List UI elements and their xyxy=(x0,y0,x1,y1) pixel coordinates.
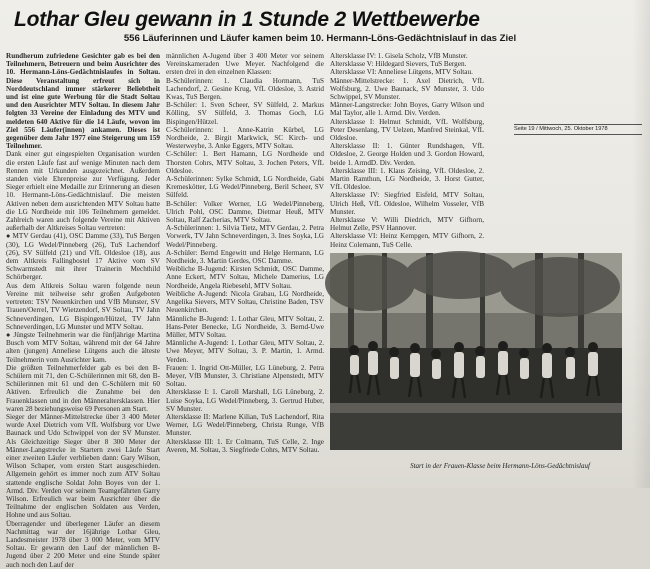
photo-illustration xyxy=(330,253,622,450)
results-entry: C-Schülerinnen: 1. Anne-Katrin Kürbel, LG Nordheide, 2. Birgit Markwick, SC Kirch- und Westerweyhe, 3. Anke Eggers, MTV Soltau. xyxy=(166,125,324,151)
race-start-photo xyxy=(330,253,622,450)
results-entry: Altersklasse IV: Siegfried Eisfeld, MTV Soltau, Ulrich Heß, VfL Oldesloe, Wilhelm Vosseler, VfB Munster. xyxy=(330,191,484,216)
results-entry: Männer-Mittelstrecke: 1. Axel Dietrich, VfL Wolfsburg, 2. Uwe Baunack, SV Munster, 3. Udo Schwippel, SV Munster. xyxy=(330,76,484,102)
article-subheadline: 556 Läuferinnen und Läufer kamen beim 10. Hermann-Löns-Gedächtnislauf in das Ziel xyxy=(123,33,517,44)
results-entry: B-Schüler: 1. Sven Scheer, SV Sülfeld, 2. Markus Kölling, SV Sülfeld, 3. Thomas Goch, LG Bispingen/Hützel. xyxy=(166,101,324,126)
page-dateline: Seite 19 / Mittwoch, 25. Oktober 1978 xyxy=(514,124,642,135)
results-entry: Altersklasse V: Willi Diedrich, MTV Gifhorn, Helmut Zelle, PSV Hannover. xyxy=(330,216,484,233)
paragraph: ● MTV Gerdau (41), OSC Damme (33), TuS Bergen (30), LG Wedel/Pinneberg (26), TuS Lachendorf (26), SV Sülfeld (21) und VfL Oldesloe (18), aus dem Altkreis Fallingbostel 17 Aktive vom SV Schwarmstedt mit ihrer Trainerin Mechthild Schörberger. xyxy=(6,232,160,282)
results-entry: Weibliche B-Jugend: Kirsten Schmidt, OSC Damme, Anne Eckert, MTV Soltau, Michele Damerius, LG Nordheide, Angela Riebesehl, MTV Soltau. xyxy=(166,265,324,290)
article-column-1 xyxy=(6,52,160,569)
results-entry: Altersklasse IV: 1. Gisela Scholz, VfB Munster. xyxy=(330,52,468,60)
results-entry: Altersklasse V: Hildegard Sievers, TuS Bergen. xyxy=(330,60,467,69)
results-entry: Altersklasse II: Marlene Kilian, TuS Lachendorf, Rita Werner, LG Wedel/Pinneberg, Christa Runge, VfB Munster. xyxy=(166,412,324,438)
page-edge-shadow xyxy=(632,0,650,488)
results-entry: A-Schüler: Bernd Engewitt und Helge Hermann, LG Nordheide, 3. Martin Gerdes, OSC Damme. xyxy=(166,248,324,266)
results-entry: C-Schüler: 1. Bert Hamann, LG Nordheide und Thorsten Cohrs, MTV Soltau, 3. Jochen Peters, VfL Oldesloe. xyxy=(166,150,324,175)
results-entry: Altersklasse III: 1. Er Colmann, TuS Celle, 2. Inge Averen, M. Soltau, 3. Siegfriede Cohrs, MTV Soltau. xyxy=(166,437,324,454)
article-headline: Lothar Gleu gewann in 1 Stunde 2 Wettbewerbe xyxy=(14,8,480,31)
paragraph: männlichen A-Jugend über 3 400 Meter vor seinem Vereinskameraden Uwe Meyer. Nachfolgend die ersten drei in den einzelnen Klassen: xyxy=(166,52,324,77)
paragraph: Dank einer gut eingespielten Organisation wurden die ersten Läufe fast auf wenige Minuten nach dem Rennen mit Urkunden ausgezeichnet. Außerdem standen viele Ehrenpreise zur Verfügung. Jeder Sieger erhielt eine Medaille zur Erinnerung an diesen 10. Hermann-Löns-Gedächtnislauf. Die meisten Aktiven neben dem ausrichtenden MTV Soltau hatte die LG Nordheide mit 106 Teilnehmern gemeldet. Zahlreich waren auch folgende Vereine mit Aktiven außerhalb der Altkreises Soltau vertreten: xyxy=(6,150,160,233)
results-entry: Altersklasse II: 1. Günter Rundshagen, VfL Oldesloe, 2. George Holden und 3. Gordon Howard, beide 1. ArmdD. Div. Verden. xyxy=(330,142,484,167)
results-entry: Altersklasse III: 1. Klaus Zeising, VfL Oldesloe, 2. Martin Ramthun, LG Nordheide, 3. Horst Gutter, VfL Oldesloe. xyxy=(330,166,484,192)
results-entry: Männliche A-Jugend: 1. Lothar Gleu, MTV Soltau, 2. Uwe Meyer, MTV Soltau, 3. P. Martin, 1. Armd. Verden. xyxy=(166,339,324,364)
results-entry: B-Schülerinnen: 1. Claudia Hormann, TuS Lachendorf, 2. Gesine Krug, VfL Oldesloe, 3. Astrid Kwas, TuS Bergen. xyxy=(166,76,324,102)
results-entry: Altersklasse VI: Heinz Kempgen, MTV Gifhorn, 2. Heinz Colemann, TuS Celle. xyxy=(330,232,484,249)
results-entry: Männer-Langstrecke: John Boyes, Garry Wilson und Mal Taylor, alle 1. Armd. Div. Verden. xyxy=(330,101,484,118)
paragraph: Die größten Teilnehmerfelder gab es bei den B-Schülern mit 71, den C-Schülerinnen mit 68, den B-Schülerinnen mit 61 und den C-Schülern mit 60 Aktiven. Erfreulich die Zunahme bei den Frauenklassen und in den Männeraltersklassen. Hier waren 28 beziehungsweise 69 Personen am Start. xyxy=(6,363,160,413)
results-entry: Weibliche A-Jugend: Nicola Grabau, LG Nordheide, Angelika Sievers, MTV Soltau, Christine Baden, TSV Neuenkirchen. xyxy=(166,289,324,315)
results-entry: A-Schülerinnen: 1. Silvia Tietz, MTV Gerdau, 2. Petra Vorwerk, TV Jahn Schneverdingen, 3. Ines Soyka, LG Wedel/Pinneberg. xyxy=(166,224,324,249)
photo-caption: Start in der Frauen-Klasse beim Hermann-Löns-Gedächtnislauf xyxy=(410,462,590,470)
results-entry: Männliche B-Jugend: 1. Lothar Gleu, MTV Soltau, 2. Hans-Peter Benecke, LG Nordheide, 3. Bernd-Uwe Müller, MTV Soltau. xyxy=(166,314,324,339)
results-entry: A-Schülerinnen: Sylke Schmidt, LG Nordheide, Gabi Kremeskötter, LG Wedel/Pinneberg, Beril Scheer, SV Sülfeld. xyxy=(166,175,324,200)
paragraph: Sieger der Männer-Mittelstrecke über 3 400 Meter wurde Axel Dietrich vom VfL Wolfsburg vor Uwe Baunack und Udo Schwippel von der SV Munster. Als Gleichzeitige Sieger über 8 300 Meter der Männer-Langstrecke in Startern zwei Läufe Start einer zweiten Läufer verblieben dann: Gary Wilson, Wilson Schaper, vom ersten Start ausgeschieden. Allgemein gehört es immer noch zum ATV Soltau stattende englische Soldat John Boyes von der 1. Armd. Div. Verden vor seinem Teamgefährten Garry Wilson. Erfreulich war beim Ausrichter über die Teilnahme der englischen Soldaten aus Verden, Hohne und aus Soltau. xyxy=(6,412,160,520)
paragraph: Rundherum zufriedene Gesichter gab es bei den Teilnehmern, Betreuern und beim Ausrichter des 10. Hermann-Löns-Gedächtnislaufes in Soltau. Diese Veranstaltung erfreut sich in Norddeutschland immer stärkerer Beliebtheit und ist eine gute Werbung für die Stadt Soltau und den Ausrichter MTV Soltau. In diesem Jahr folgten 33 Vereine der Einladung des MTV und meldeten 640 Aktive für die 14 Läufe, wovon im Ziel 556 Läufer(innen) ankamen. Dieses ist gegenüber dem Jahr 1977 eine Steigerung um 159 Teilnehmer. xyxy=(6,52,160,151)
article-column-3 xyxy=(330,52,484,252)
paragraph: Aus dem Altkreis Soltau waren folgende neun Vereine mit teilweise sehr großen Aufgeboten vertreten: TSV Neuenkirchen und VfB Munster, SV Trauen/Oerrel, TV Wietzendorf, SV Soltau, TV Jahn Schneverdingen, LG Bispingen/Hützel, TV Jahn Schneverdingen, LG Munster und MTV Soltau. xyxy=(6,281,160,331)
results-entry: Altersklasse I: 1. Caroll Marshall, LG Lüneburg, 2. Luise Soyka, LG Wedel/Pinneberg, 3. Gertrud Huber, SV Munster. xyxy=(166,388,324,413)
paragraph: Überragender und überlegener Läufer an diesem Nachmittag war der 16jährige Lothar Gleu, Landesmeister 1978 über 3 000 Meter, vom MTV Soltau. Er gewann den Lauf der männlichen B-Jugend über 2 200 Meter und eine Stunde später auch noch den Lauf der xyxy=(6,519,160,569)
results-entry: Altersklasse I: Helmut Schmidt, VfL Wolfsburg, Peter Desenlang, TV Uelzen, Manfred Steinkal, VfL Oldesloe. xyxy=(330,117,484,143)
results-entry: B-Schüler: Volker Werner, LG Wedel/Pinneberg, Ulrich Pohl, OSC Damme, Dietmar Heuß, MTV Soltau, Ralf Zacherias, MTV Soltau. xyxy=(166,199,324,225)
results-entry: Frauen: 1. Ingrid Ott-Müller, LG Lüneburg, 2. Petra Meyer, VfB Munster, 3. Christiane Alpenstedt, MTV Soltau. xyxy=(166,363,324,389)
paragraph: ● Jüngste Teilnehmerin war die fünfjährige Martina Busch vom MTV Soltau, während mit der 64 Jahre alten (jungen) Anneliese Lütgens auch die älteste Teilnehmerin vom Ausrichter kam. xyxy=(6,330,160,364)
results-entry: Altersklasse VI: Anneliese Lütgens, MTV Soltau. xyxy=(330,68,473,77)
article-column-2 xyxy=(166,52,324,482)
